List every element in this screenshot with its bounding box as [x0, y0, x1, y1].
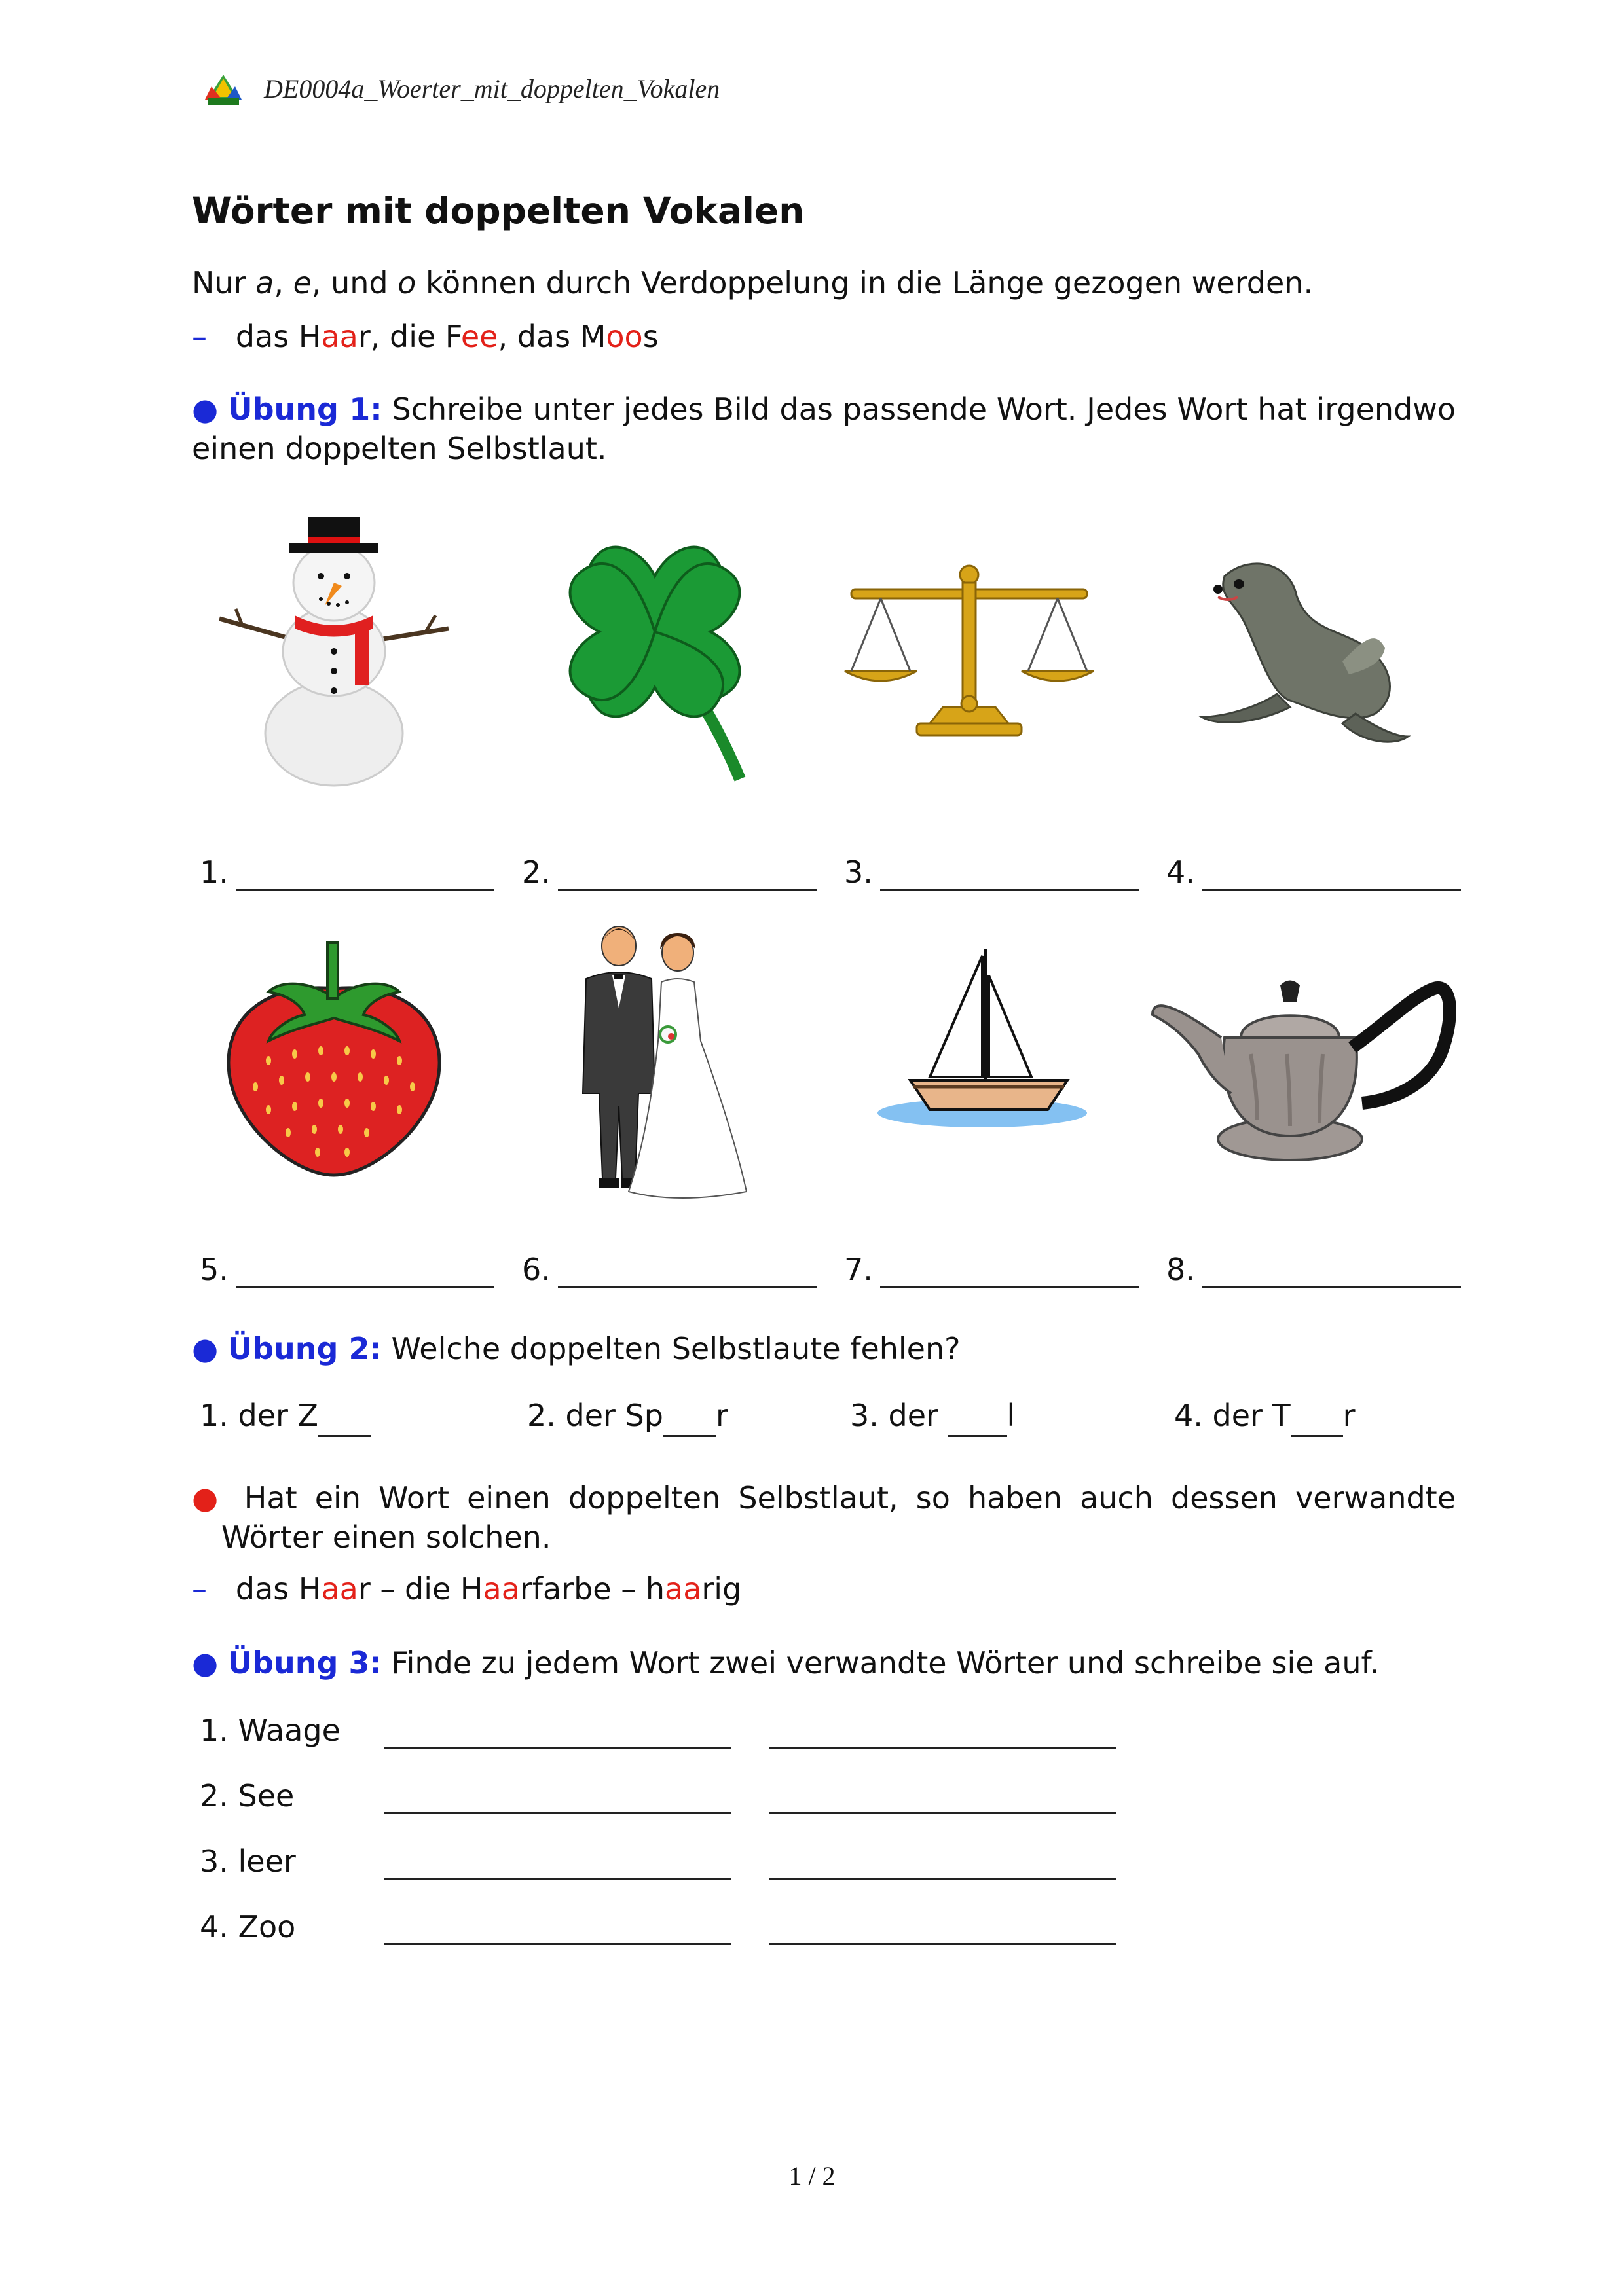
- exercise-2-item-3: 3. der l: [850, 1396, 1015, 1437]
- answer-label-1: 1.: [200, 854, 229, 890]
- exercise-3-word-2: 2. See: [200, 1778, 295, 1813]
- lernwelt-logo-icon: [205, 73, 242, 105]
- page-number: 1 / 2: [788, 2161, 836, 2191]
- sailboat-icon: [877, 949, 1087, 1133]
- gap-line[interactable]: [318, 1396, 371, 1437]
- intro-example: – das Haar, die Fee, das Moos: [192, 319, 659, 354]
- answer-line-4[interactable]: [1202, 889, 1461, 891]
- scales-icon: [845, 563, 1094, 746]
- answer-line-1[interactable]: [236, 889, 494, 891]
- page-title: Wörter mit doppelten Vokalen: [192, 190, 805, 232]
- exercise-3-instruction: ● Übung 3: Finde zu jedem Wort zwei verwandte Wörter und schreibe sie auf.: [192, 1645, 1379, 1681]
- snowman-icon: [216, 511, 452, 786]
- answer-line-8[interactable]: [1202, 1286, 1461, 1288]
- answer-line-5[interactable]: [236, 1286, 494, 1288]
- intro-paragraph: Nur a, e, und o können durch Verdoppelung in die Länge gezogen werden.: [192, 265, 1314, 301]
- answer-label-2: 2.: [522, 854, 551, 890]
- exercise-2-instruction: ● Übung 2: Welche doppelten Selbstlaute fehlen?: [192, 1331, 961, 1366]
- exercise-3-line-2a[interactable]: [384, 1812, 731, 1814]
- exercise-3-line-4a[interactable]: [384, 1943, 731, 1945]
- seal-icon: [1198, 550, 1408, 746]
- gap-line[interactable]: [663, 1396, 716, 1437]
- exercise-3-word-4: 4. Zoo: [200, 1909, 296, 1944]
- answer-line-7[interactable]: [880, 1286, 1139, 1288]
- rule-paragraph: ● Hat ein Wort einen doppelten Selbstlaut, so haben auch dessen verwandte Wörter einen solchen.: [192, 1480, 1456, 1555]
- exercise-3-word-1: 1. Waage: [200, 1713, 341, 1748]
- exercise-3-line-3a[interactable]: [384, 1878, 731, 1880]
- bridal-couple-icon: [563, 917, 753, 1205]
- answer-label-8: 8.: [1166, 1252, 1195, 1287]
- teapot-icon: [1153, 962, 1454, 1172]
- exercise-1-instruction: ● Übung 1: Schreibe unter jedes Bild das passende Wort. Jedes Wort hat irgendwo einen doppelten Selbstlaut.: [192, 392, 1456, 466]
- exercise-3-word-3: 3. leer: [200, 1844, 296, 1879]
- gap-line[interactable]: [948, 1396, 1007, 1437]
- exercise-2-item-2: 2. der Sp r: [527, 1396, 728, 1437]
- exercise-3-line-1b[interactable]: [769, 1747, 1116, 1749]
- strawberry-icon: [223, 943, 445, 1178]
- exercise-3-line-4b[interactable]: [769, 1943, 1116, 1945]
- answer-label-7: 7.: [844, 1252, 873, 1287]
- answer-line-2[interactable]: [558, 889, 817, 891]
- document-id: DE0004a_Woerter_mit_doppelten_Vokalen: [264, 74, 720, 103]
- gap-line[interactable]: [1291, 1396, 1343, 1437]
- answer-label-5: 5.: [200, 1252, 229, 1287]
- exercise-3-line-1a[interactable]: [384, 1747, 731, 1749]
- answer-label-6: 6.: [522, 1252, 551, 1287]
- answer-label-3: 3.: [844, 854, 873, 890]
- answer-label-4: 4.: [1166, 854, 1195, 890]
- answer-line-3[interactable]: [880, 889, 1139, 891]
- answer-line-6[interactable]: [558, 1286, 817, 1288]
- exercise-3-line-3b[interactable]: [769, 1878, 1116, 1880]
- rule-example: – das Haar – die Haarfarbe – haarig: [192, 1571, 742, 1607]
- exercise-3-line-2b[interactable]: [769, 1812, 1116, 1814]
- exercise-2-item-4: 4. der T r: [1174, 1396, 1356, 1437]
- exercise-2-item-1: 1. der Z: [200, 1396, 371, 1437]
- four-leaf-clover-icon: [557, 517, 760, 786]
